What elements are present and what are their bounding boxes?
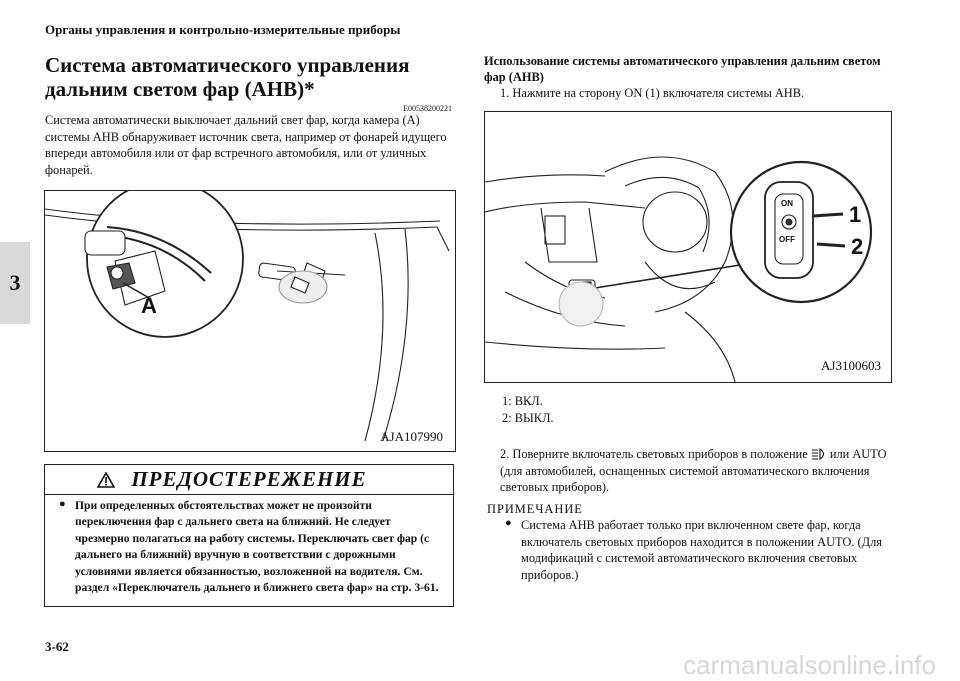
usage-title: Использование системы автоматического управления дальним светом фар (AHB) xyxy=(484,54,881,84)
bullet-icon: ● xyxy=(505,517,512,529)
step-2-text-rest: или AUTO (для автомобилей, оснащенных системой автоматического включения световых приборов). xyxy=(500,447,887,494)
warning-triangle-icon xyxy=(97,472,115,488)
section-code: E00538200221 xyxy=(403,104,452,113)
warning-text: При определенных обстоятельствах может не произойти переключения фар с дальнего света на ближний. Не следует чрезмерно полагаться на работу системы. Переключать свет фар (с дальнего на ближний) вручную в соответствии с дорожными условиями является обязанностью, возложенной на водителя. См. раздел «Переключатель дальнего и ближнего света фар» на стр. 3-61. xyxy=(75,499,439,595)
warning-title: ПРЕДОСТЕРЕЖЕНИЕ xyxy=(131,467,367,491)
legend-item-off: 2: ВЫКЛ. xyxy=(502,411,554,425)
figure-code: AJ3100603 xyxy=(821,358,881,373)
warning-box xyxy=(44,464,454,607)
figure-legend xyxy=(502,393,554,427)
warning-divider xyxy=(45,494,453,495)
camera-figure xyxy=(44,190,456,452)
page-title: Система автоматического управления дальним светом фар (AHB)* xyxy=(45,53,410,101)
note-text: Система AHB работает только при включенном свете фар, когда включатель световых приборов находится в положении AUTO. (Для модификаций с системой автоматического включения световых приборов.) xyxy=(521,518,882,582)
step-2 xyxy=(500,446,910,496)
camera-illustration xyxy=(45,191,455,451)
switch-illustration xyxy=(485,112,891,382)
bullet-icon: ● xyxy=(59,498,66,510)
switch-off-label: OFF xyxy=(779,235,795,244)
camera-callout: A xyxy=(141,293,157,318)
switch-figure xyxy=(484,111,892,383)
step-2-text: 2. Поверните включатель световых приборов в положение xyxy=(500,447,808,461)
legend-item-on: 1: ВКЛ. xyxy=(502,394,543,408)
figure-code: AJA107990 xyxy=(380,429,443,444)
watermark: carmanualsonline.info xyxy=(683,650,936,680)
callout-2: 2 xyxy=(851,234,864,259)
note-title: ПРИМЕЧАНИЕ xyxy=(487,502,583,516)
step-1: 1. Нажмите на сторону ON (1) включателя системы AHB. xyxy=(500,86,805,100)
callout-1: 1 xyxy=(849,202,862,227)
section-header: Органы управления и контрольно-измерительные приборы xyxy=(45,22,401,37)
headlamp-icon xyxy=(811,448,827,460)
chapter-number: 3 xyxy=(9,270,21,295)
intro-paragraph: Система автоматически выключает дальний свет фар, когда камера (A) системы AHB обнаруживает источник света, например от фонарей идущего впереди автомобиля или от фар встречного автомобиля, или от уличных фонарей. xyxy=(45,113,447,177)
page-number: 3-62 xyxy=(45,639,69,654)
switch-on-label: ON xyxy=(781,199,793,208)
